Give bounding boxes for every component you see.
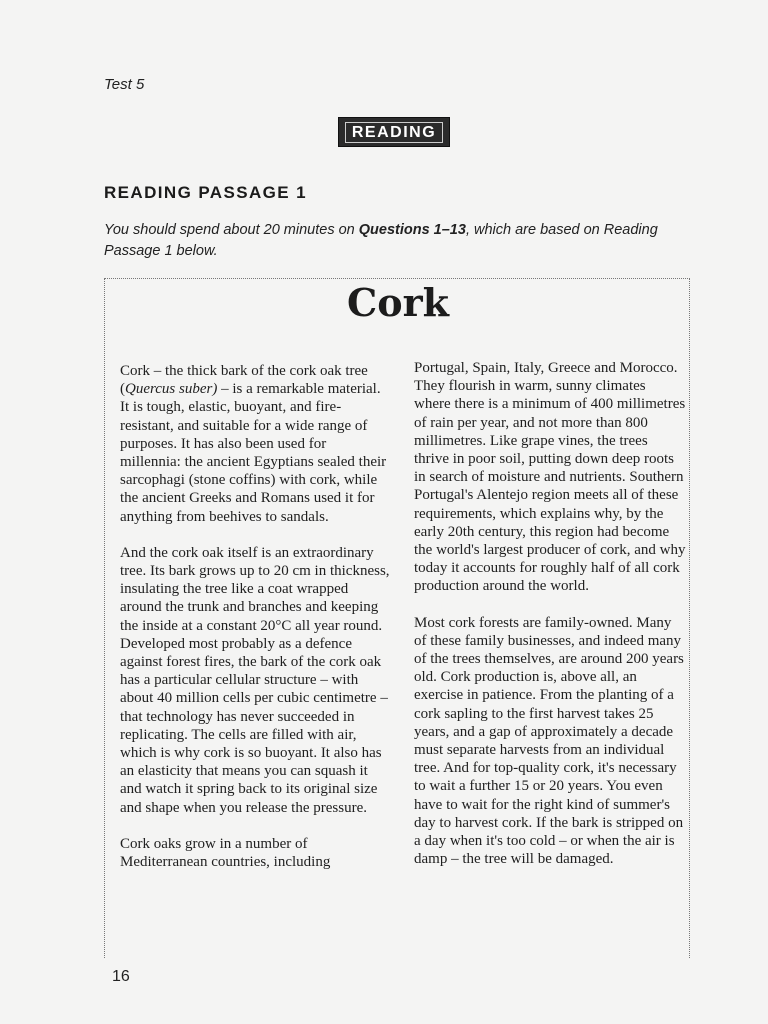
paragraph: Most cork forests are family-owned. Many of these family businesses, and indeed many of the trees themselves, are around 200 years old. Cork production is, above all, an exercise in patience. From the planting of a cork sapling to the first harvest takes 25 years, and a gap of approximately a decade must separate harvests from an individual tree. And for top-quality cork, it's necessary to wait a further 15 or 20 years. You even have to wait for the right kind of summer's day to harvest cork. If the bark is stripped on a day when it's too cold – or when the air is damp – the tree will be damaged. bbox=[414, 614, 684, 868]
paragraph: Cork oaks grow in a number of Mediterranean countries, including bbox=[120, 835, 331, 871]
instructions bbox=[104, 220, 684, 262]
species-name: Quercus suber) bbox=[125, 381, 218, 398]
article-right-column bbox=[414, 359, 686, 886]
paragraph-text: Cork – the thick bark of the cork oak tree ( bbox=[120, 363, 368, 398]
paragraph-text: – is a remarkable material. It is tough, elastic, buoyant, and fire-resistant, and suitable for a wide range of purposes. It has also been used for millennia: the ancient Egyptians sealed their sarcophagi (stone coffins) with cork, while the ancient Greeks and Romans used it for anything from beehives to sandals. bbox=[120, 381, 387, 525]
instructions-text-after: , which are based on Reading Passage 1 below. bbox=[104, 222, 658, 259]
section-badge-label: READING bbox=[345, 122, 443, 143]
article-left-column bbox=[120, 362, 390, 889]
instructions-text-before: You should spend about 20 minutes on bbox=[104, 222, 359, 238]
test-label: Test 5 bbox=[104, 76, 145, 93]
article-title: Cork bbox=[347, 280, 449, 325]
passage-heading: READING PASSAGE 1 bbox=[104, 183, 307, 202]
page-number: 16 bbox=[112, 968, 130, 985]
paragraph: And the cork oak itself is an extraordinary tree. Its bark grows up to 20 cm in thickness, insulating the tree like a coat wrapped around the trunk and branches and keeping the inside at a constant 20°C all year round. Developed most probably as a defence against forest fires, the bark of the cork oak has a particular cellular structure – with about 40 million cells per cubic centimetre – that technology has never succeeded in replicating. The cells are filled with air, which is why cork is so buoyant. It also has an elasticity that means you can squash it and watch it spring back to its original size and shape when you release the pressure. bbox=[120, 544, 390, 816]
instructions-questions-range: Questions 1–13 bbox=[358, 222, 466, 238]
paragraph bbox=[120, 362, 390, 526]
paragraph: Portugal, Spain, Italy, Greece and Morocco. They flourish in warm, sunny climates where there is a minimum of 400 millimetres of rain per year, and not more than 800 millimetres. Like grape vines, the trees thrive in poor soil, putting down deep roots in search of moisture and nutrients. Southern Portugal's Alentejo region meets all of these requirements, which explains why, by the early 20th century, this region had become the world's largest producer of cork, and why today it accounts for roughly half of all cork production around the world. bbox=[414, 360, 686, 595]
section-badge bbox=[338, 117, 450, 147]
